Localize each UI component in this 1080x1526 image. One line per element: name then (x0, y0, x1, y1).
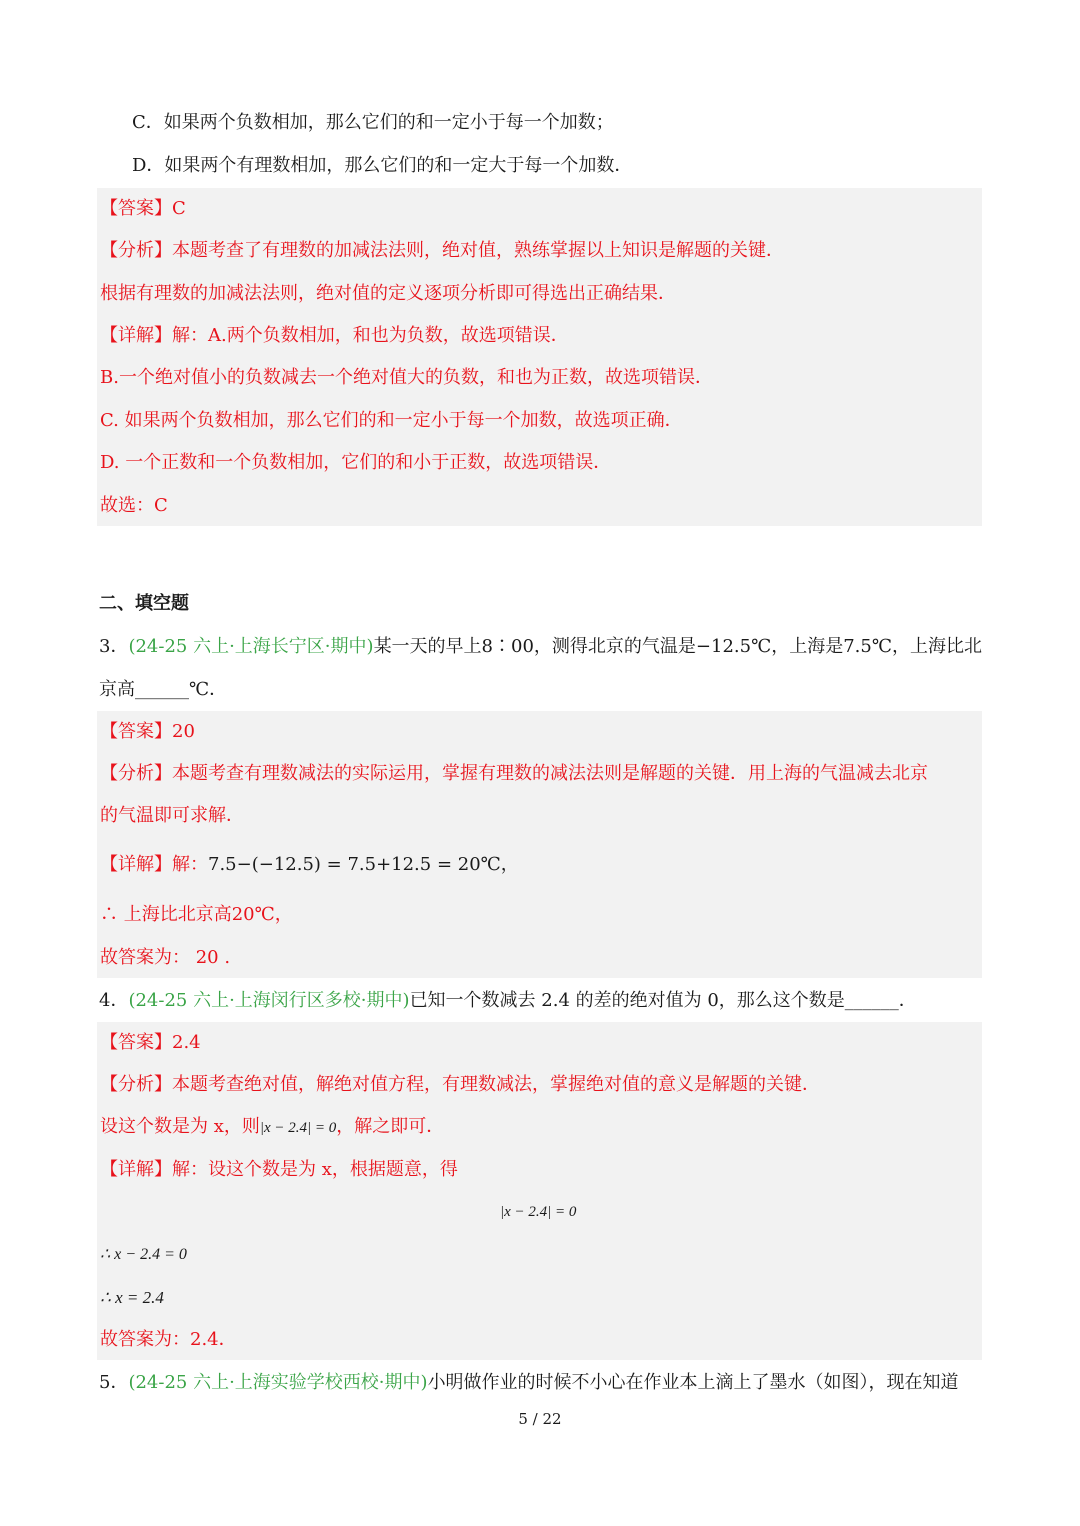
step-q4-1: ∴ x − 2.4 = 0 (100, 1246, 187, 1263)
question-4-line (99, 988, 917, 1014)
answer-q2: 【答案】C (100, 198, 186, 219)
analysis-q4-line2: 设这个数是为 x，则|x − 2.4| = 0，解之即可． (100, 1116, 445, 1137)
detail-q4-line1: 【详解】解：设这个数是为 x，根据题意，得 (100, 1159, 458, 1180)
analysis-q4-line1: 【分析】本题考查绝对值，解绝对值方程，有理数减法，掌握绝对值的意义是解题的关键． (100, 1074, 820, 1095)
question-3-line2: 京高______℃． (99, 679, 228, 700)
option-c: C．如果两个负数相加，那么它们的和一定小于每一个加数； (132, 112, 614, 133)
detail-q2-d: D. 一个正数和一个负数相加，它们的和小于正数，故选项错误． (100, 452, 612, 473)
analysis-q2-line1: 【分析】本题考查了有理数的加减法法则，绝对值，熟练掌握以上知识是解题的关键． (100, 240, 784, 261)
page-number: 5 / 22 (518, 1410, 562, 1428)
detail-q2-c: C. 如果两个负数相加，那么它们的和一定小于每一个加数，故选项正确． (100, 410, 683, 431)
question-3-line1 (99, 634, 982, 660)
detail-q3-line2: ∴ 上海比北京高20℃， (100, 904, 293, 925)
equation-q4: |x − 2.4| = 0 (500, 1204, 577, 1220)
question-4-stem: 已知一个数减去 2.4 的差的绝对值为 0，那么这个数是______． (409, 990, 917, 1011)
choice-q2: 故选：C (100, 495, 168, 516)
solution-box-q3 (97, 711, 982, 978)
conclusion-q4: 故答案为：2.4． (100, 1329, 237, 1350)
detail-q3-math: 7.5−(−12.5) = 7.5+12.5 = 20℃， (208, 854, 519, 875)
question-5-line (99, 1370, 959, 1396)
detail-q3-line1 (100, 852, 519, 878)
question-3-number: 3． (99, 636, 129, 657)
analysis-q3-line2: 的气温即可求解． (100, 805, 244, 826)
question-3-source: (24-25 六上·上海长宁区·期中) (128, 636, 374, 657)
section-heading: 二、填空题 (99, 593, 189, 614)
analysis-q3-line1: 【分析】本题考查有理数减法的实际运用，掌握有理数的减法法则是解题的关键．用上海的气温减去北京 (100, 763, 928, 784)
answer-q3: 【答案】20 (100, 721, 195, 742)
conclusion-q3: 故答案为： 20 . (100, 947, 231, 968)
question-5-stem: 小明做作业的时候不小心在作业本上滴上了墨水（如图），现在知道 (427, 1372, 959, 1393)
question-5-number: 5． (99, 1372, 129, 1393)
detail-q3-label: 【详解】解： (100, 854, 208, 875)
answer-q4: 【答案】2.4 (100, 1032, 201, 1053)
detail-q2-a: 【详解】解：A.两个负数相加，和也为负数，故选项错误． (100, 325, 569, 346)
analysis-q2-line2: 根据有理数的加减法法则，绝对值的定义逐项分析即可得选出正确结果． (100, 283, 676, 304)
analysis-q4-math: |x − 2.4| = 0 (259, 1120, 337, 1136)
question-5-source: (24-25 六上·上海实验学校西校·期中) (128, 1372, 428, 1393)
step-q4-2: ∴ x = 2.4 (100, 1288, 164, 1307)
question-3-stem: 某一天的早上8∶00，测得北京的气温是−12.5℃，上海是7.5℃，上海比北 (373, 636, 982, 657)
question-4-source: (24-25 六上·上海闵行区多校·期中) (128, 990, 410, 1011)
detail-q2-b: B.一个绝对值小的负数减去一个绝对值大的负数，和也为正数，故选项错误． (100, 367, 713, 388)
question-4-number: 4． (99, 990, 129, 1011)
option-d: D．如果两个有理数相加，那么它们的和一定大于每一个加数． (132, 155, 633, 176)
